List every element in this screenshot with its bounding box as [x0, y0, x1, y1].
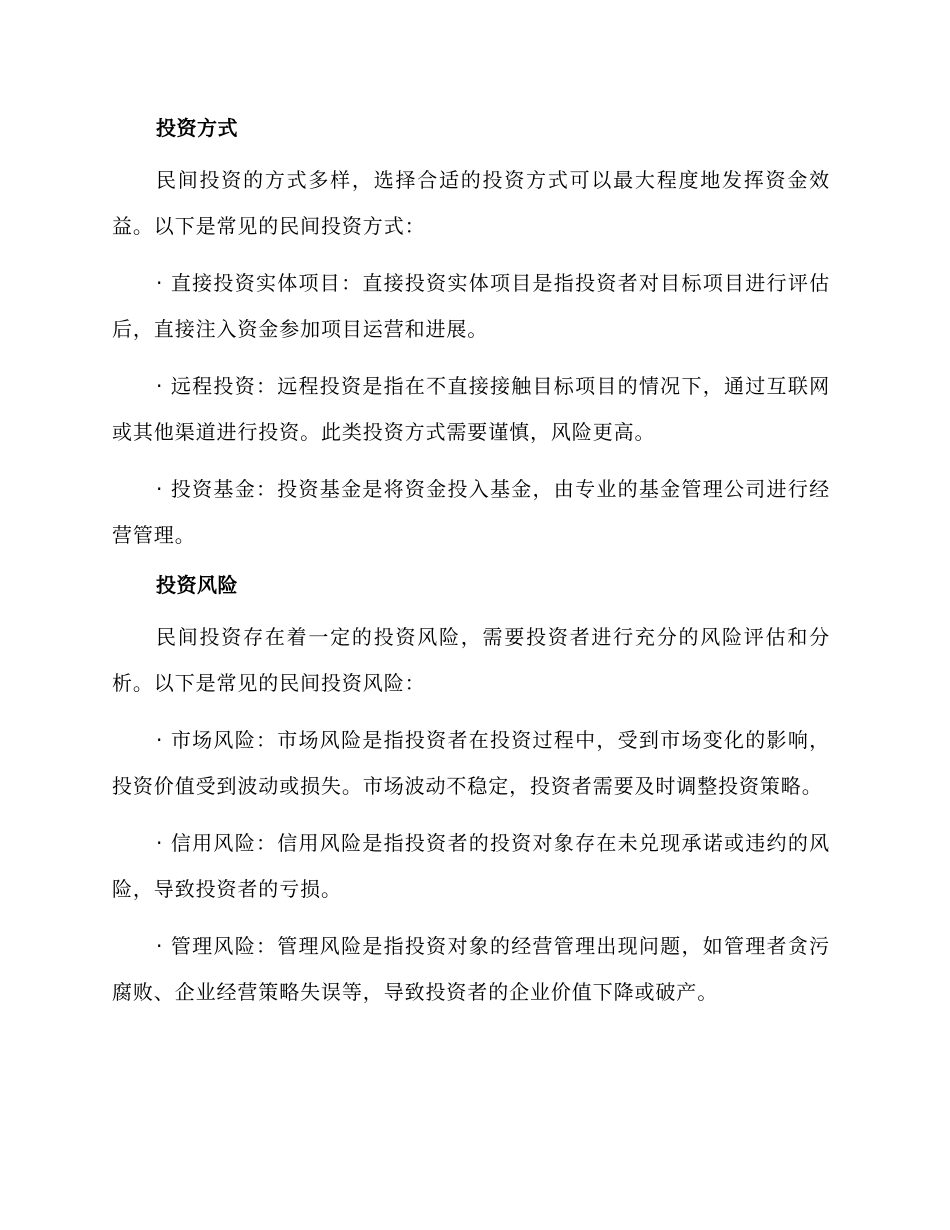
section-heading-investment-methods: 投资方式 — [156, 116, 238, 140]
paragraph-investment-risks-intro: 民间投资存在着一定的投资风险，需要投资者进行充分的风险评估和分析。以下是常见的民间投资风险： — [112, 625, 830, 695]
list-item-investment-fund: · 投资基金：投资基金是将资金投入基金，由专业的基金管理公司进行经营管理。 — [112, 477, 830, 547]
list-item-remote-investment: · 远程投资：远程投资是指在不直接接触目标项目的情况下，通过互联网或其他渠道进行投资。此类投资方式需要谨慎，风险更高。 — [112, 374, 830, 444]
section-heading-investment-risks: 投资风险 — [156, 573, 238, 597]
paragraph-investment-methods-intro: 民间投资的方式多样，选择合适的投资方式可以最大程度地发挥资金效益。以下是常见的民间投资方式： — [112, 168, 830, 238]
list-item-credit-risk: · 信用风险：信用风险是指投资者的投资对象存在未兑现承诺或违约的风险，导致投资者的亏损。 — [112, 831, 830, 901]
list-item-management-risk: · 管理风险：管理风险是指投资对象的经营管理出现问题，如管理者贪污腐败、企业经营策略失误等，导致投资者的企业价值下降或破产。 — [112, 934, 830, 1004]
list-item-direct-investment: · 直接投资实体项目：直接投资实体项目是指投资者对目标项目进行评估后，直接注入资金参加项目运营和进展。 — [112, 271, 830, 341]
list-item-market-risk: · 市场风险：市场风险是指投资者在投资过程中，受到市场变化的影响，投资价值受到波动或损失。市场波动不稳定，投资者需要及时调整投资策略。 — [112, 728, 830, 798]
